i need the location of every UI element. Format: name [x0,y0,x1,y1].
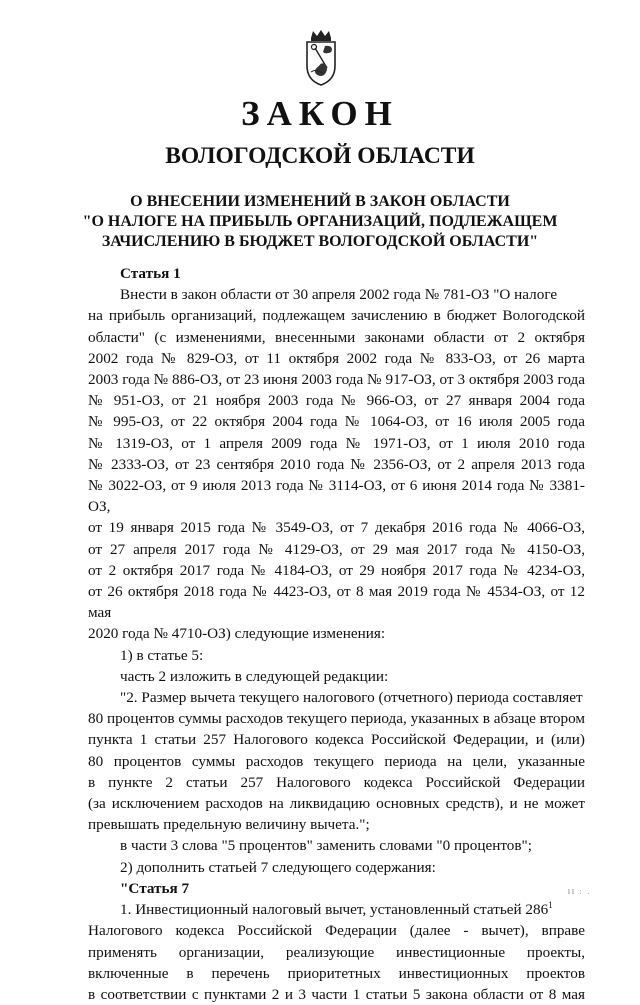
law-heading [0,192,640,252]
text-line: превышать предельную величину вычета."; [88,816,370,834]
text-line: от 26 октября 2018 года № 4423-ОЗ, от 8 мая 2019 года № 4534-ОЗ, от 12 мая [88,583,585,622]
text-line: часть 2 изложить в следующей редакции: [120,667,389,685]
article-1-title: Статья 1 [120,265,181,282]
text-line: пункта 1 статьи 257 Налогового кодекса Российской Федерации, и (или) [88,731,585,749]
text-line: области" (с изменениями, внесенными законами области от 2 октября [88,328,585,346]
text-line: включенные в перечень приоритетных инвестиционных проектов [88,964,585,982]
text-line: № 2333-ОЗ, от 23 сентября 2010 года № 2356-ОЗ, от 2 апреля 2013 года [88,455,585,473]
text-line: Внести в закон области от 30 апреля 2002 года № 781-ОЗ "О налоге [120,286,558,304]
text-line: № 951-ОЗ, от 21 ноября 2003 года № 966-ОЗ, от 27 января 2004 года [88,392,585,410]
text-line: в части 3 слова "5 процентов" заменить словами "0 процентов"; [120,837,532,855]
text-line: 80 процентов суммы расходов текущего периода на цели, указанные [88,752,585,770]
heading-line: "О НАЛОГЕ НА ПРИБЫЛЬ ОРГАНИЗАЦИЙ, ПОДЛЕЖАЩЕМ [82,213,558,230]
text-line: "2. Размер вычета текущего налогового (отчетного) периода составляет [120,689,583,707]
heading-line: О ВНЕСЕНИИ ИЗМЕНЕНИЙ В ЗАКОН ОБЛАСТИ [130,193,510,210]
text-line: на прибыль организаций, подлежащем зачислению в бюджет Вологодской [88,307,585,325]
text-line [88,899,585,920]
text-line: 80 процентов суммы расходов текущего периода, указанных в абзаце втором [88,710,585,728]
text-line: в пункте 2 статьи 257 Налогового кодекса Российской Федерации [88,773,585,791]
text-line: в соответствии с пунктами 2 и 3 части 1 статьи 5 закона области от 8 мая [88,985,585,1003]
text-line: 2020 года № 4710-ОЗ) следующие изменения: [88,625,386,643]
law-title: ЗАКОН [241,94,399,133]
text-line: 2002 года № 829-ОЗ, от 11 октября 2002 года № 833-ОЗ, от 26 марта [88,349,585,367]
superscript: 1 [548,900,553,911]
text-line: № 995-ОЗ, от 22 октября 2004 года № 1064-ОЗ, от 16 июля 2005 года [88,413,585,431]
text-line: применять организации, реализующие инвестиционные проекты, [88,943,585,961]
text-line: 2) дополнить статьей 7 следующего содержания: [120,858,436,876]
law-body [88,263,585,1005]
coat-of-arms-icon [301,28,341,88]
text-line: 2003 года № 886-ОЗ, от 23 июня 2003 года № 917-ОЗ, от 3 октября 2003 года [88,371,585,389]
heading-line: ЗАЧИСЛЕНИЮ В БЮДЖЕТ ВОЛОГОДСКОЙ ОБЛАСТИ" [101,233,539,250]
region-title: ВОЛОГОДСКОЙ ОБЛАСТИ [165,143,475,169]
text-line: (за исключением расходов на ликвидацию основных средств), и не может [88,795,585,813]
text-line-content: 1. Инвестиционный налоговый вычет, установленный статьей 286 [120,901,549,919]
text-line: 1) в статье 5: [120,646,204,664]
text-line: от 19 января 2015 года № 3549-ОЗ, от 7 декабря 2016 года № 4066-ОЗ, [88,519,585,537]
text-line: от 27 апреля 2017 года № 4129-ОЗ, от 29 мая 2017 года № 4150-ОЗ, [88,540,585,558]
scan-mark: ll : . [568,888,592,896]
text-line: № 1319-ОЗ, от 1 апреля 2009 года № 1971-ОЗ, от 1 июля 2010 года [88,434,585,452]
text-line: № 3022-ОЗ, от 9 июля 2013 года № 3114-ОЗ, от 6 июня 2014 года № 3381-ОЗ, [88,477,585,516]
text-line: от 2 октября 2017 года № 4184-ОЗ, от 29 ноября 2017 года № 4234-ОЗ, [88,561,585,579]
text-line: Налогового кодекса Российской Федерации (далее - вычет), вправе [88,922,585,940]
article-7-title: "Статья 7 [120,879,190,897]
